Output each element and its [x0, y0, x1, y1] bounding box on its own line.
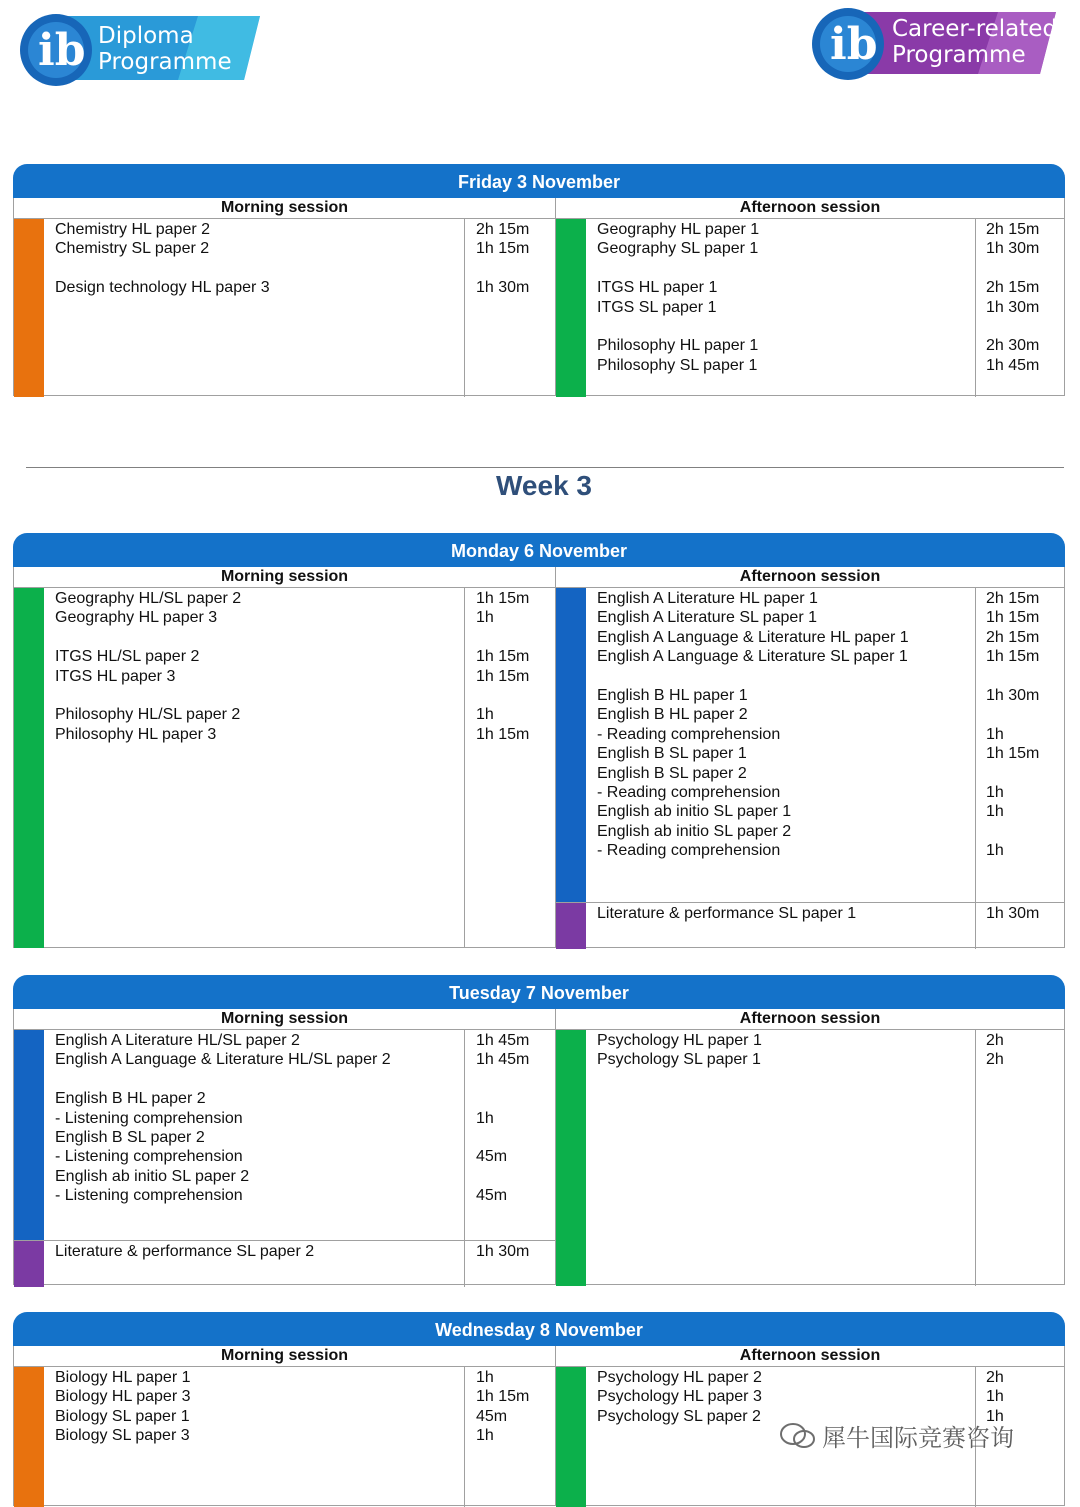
- exam-row: [14, 704, 555, 725]
- exam-row: [556, 258, 1064, 279]
- exam-row: [556, 588, 1064, 609]
- day-table-monday: [13, 533, 1065, 948]
- morning-session-column: [14, 1009, 555, 1284]
- exam-duration: 1h 15m: [476, 1388, 530, 1406]
- morning-session-column: [14, 1346, 555, 1505]
- morning-session-column: [14, 198, 555, 395]
- dp-logo-line1: Diploma: [98, 23, 194, 49]
- exam-row: [556, 685, 1064, 706]
- exam-duration: 1h: [476, 609, 494, 627]
- exam-paper: Geography HL paper 3: [55, 609, 218, 627]
- exam-paper: Philosophy HL/SL paper 2: [55, 706, 241, 724]
- exam-duration: 2h 15m: [986, 279, 1040, 297]
- exam-duration: 1h: [986, 1388, 1004, 1406]
- wechat-icon: [780, 1422, 816, 1456]
- subject-group: [14, 219, 555, 397]
- exam-duration: 1h: [476, 1109, 494, 1127]
- exam-row: [556, 219, 1064, 240]
- cp-logo-line1: Career-related: [892, 16, 1058, 42]
- exam-row: [556, 335, 1064, 356]
- exam-paper: English A Literature HL/SL paper 2: [55, 1032, 300, 1049]
- day-table-tuesday: [13, 975, 1065, 1285]
- afternoon-session-title: Afternoon session: [556, 1009, 1064, 1030]
- exam-paper: English B SL paper 2: [55, 1129, 205, 1146]
- exam-row: [556, 1367, 1064, 1388]
- day-title: Wednesday 8 November: [13, 1312, 1065, 1346]
- exam-duration: 2h 15m: [986, 590, 1040, 607]
- exam-paper: Psychology SL paper 1: [597, 1051, 761, 1069]
- exam-duration: 1h: [476, 706, 494, 724]
- exam-row: [14, 1108, 555, 1129]
- career-related-programme-logo: [808, 6, 1068, 84]
- afternoon-session-column: [555, 567, 1064, 947]
- exam-row: [556, 763, 1064, 784]
- exam-duration: 1h: [476, 1427, 494, 1445]
- exam-duration: 1h 30m: [476, 1243, 530, 1260]
- day-table-friday: [13, 164, 1065, 396]
- exam-paper: Literature & performance SL paper 1: [597, 905, 857, 922]
- exam-duration: 1h 15m: [476, 240, 530, 258]
- exam-row: [14, 1166, 555, 1187]
- week-divider: [26, 467, 1064, 468]
- exam-paper: Psychology HL paper 3: [597, 1388, 762, 1406]
- week-title: Week 3: [496, 470, 592, 501]
- exam-duration: 1h 30m: [986, 687, 1040, 704]
- exam-paper: Psychology SL paper 2: [597, 1407, 761, 1425]
- exam-duration: 2h 15m: [476, 221, 530, 238]
- exam-paper: English A Literature HL paper 1: [597, 590, 818, 607]
- afternoon-session-title: Afternoon session: [556, 198, 1064, 219]
- exam-duration: 1h 30m: [986, 905, 1040, 922]
- exam-duration: 2h: [986, 1032, 1004, 1049]
- exam-duration: 2h: [986, 1051, 1004, 1069]
- exam-row: [14, 588, 555, 609]
- exam-duration: 1h 15m: [476, 667, 530, 685]
- subject-group: [14, 588, 555, 948]
- exam-paper: English ab initio SL paper 2: [597, 822, 792, 840]
- exam-duration: 1h 30m: [476, 279, 530, 297]
- exam-paper: Chemistry HL paper 2: [55, 221, 211, 238]
- exam-paper: Biology SL paper 3: [55, 1427, 190, 1445]
- svg-text:ib: ib: [38, 25, 86, 76]
- exam-row: [14, 1146, 555, 1167]
- subject-group: [556, 588, 1064, 903]
- exam-row: [556, 1049, 1064, 1070]
- morning-session-column: [14, 567, 555, 947]
- exam-duration: 1h 45m: [476, 1032, 530, 1049]
- subject-group: [556, 1030, 1064, 1286]
- day-title: Tuesday 7 November: [13, 975, 1065, 1009]
- exam-duration: 1h 30m: [986, 240, 1040, 258]
- exam-paper: ITGS HL paper 1: [597, 279, 718, 297]
- exam-paper: English ab initio SL paper 2: [55, 1167, 250, 1185]
- exam-row: [556, 607, 1064, 628]
- exam-paper: Literature & performance SL paper 2: [55, 1243, 315, 1260]
- exam-paper: - Listening comprehension: [55, 1148, 243, 1166]
- exam-row: [556, 238, 1064, 259]
- exam-row: [556, 743, 1064, 764]
- exam-paper: English B HL paper 1: [597, 687, 748, 704]
- exam-paper: Biology HL paper 3: [55, 1388, 191, 1406]
- exam-duration: 1h: [476, 1369, 494, 1386]
- exam-row: [14, 277, 555, 298]
- exam-duration: 1h 15m: [476, 648, 530, 666]
- exam-duration: 1h: [986, 784, 1004, 801]
- exam-paper: Chemistry SL paper 2: [55, 240, 210, 258]
- exam-paper: English B HL paper 2: [55, 1090, 206, 1108]
- exam-duration: 1h: [986, 725, 1004, 743]
- exam-duration: 1h 15m: [476, 725, 530, 743]
- subject-group: [556, 903, 1064, 949]
- exam-row: [556, 355, 1064, 376]
- exam-row: [14, 238, 555, 259]
- watermark-text: 犀牛国际竞赛咨询: [822, 1424, 1014, 1452]
- exam-duration: 1h 45m: [476, 1051, 530, 1069]
- exam-paper: Psychology HL paper 2: [597, 1369, 762, 1386]
- subject-group: [14, 1030, 555, 1241]
- exam-duration: 1h 15m: [986, 745, 1040, 763]
- exam-duration: 1h 15m: [476, 590, 530, 607]
- subject-group: [14, 1241, 555, 1287]
- exam-duration: 1h 15m: [986, 648, 1040, 666]
- exam-paper: Philosophy HL paper 3: [55, 725, 217, 743]
- exam-paper: ITGS SL paper 1: [597, 298, 717, 316]
- diploma-programme-logo: [18, 10, 268, 88]
- exam-paper: English A Literature SL paper 1: [597, 609, 817, 627]
- afternoon-session-title: Afternoon session: [556, 567, 1064, 588]
- morning-session-title: Morning session: [14, 1346, 555, 1367]
- exam-paper: English A Language & Literature HL paper 1: [597, 628, 909, 646]
- exam-paper: English B HL paper 2: [597, 706, 748, 724]
- exam-duration: 1h: [986, 842, 1004, 860]
- day-table-wednesday: [13, 1312, 1065, 1506]
- exam-paper: - Listening comprehension: [55, 1109, 243, 1127]
- exam-row: [14, 1241, 555, 1262]
- exam-row: [556, 903, 1064, 924]
- afternoon-session-title: Afternoon session: [556, 1346, 1064, 1367]
- exam-paper: Philosophy HL paper 1: [597, 337, 759, 355]
- exam-row: [556, 646, 1064, 667]
- exam-row: [14, 219, 555, 240]
- exam-paper: Biology HL paper 1: [55, 1369, 191, 1386]
- morning-session-title: Morning session: [14, 198, 555, 219]
- exam-paper: English B SL paper 2: [597, 764, 747, 782]
- exam-row: [556, 666, 1064, 687]
- exam-duration: 2h: [986, 1369, 1004, 1386]
- subject-group: [556, 219, 1064, 397]
- watermark: [780, 1418, 1014, 1456]
- exam-row: [14, 646, 555, 667]
- exam-row: [556, 1030, 1064, 1051]
- exam-paper: Design technology HL paper 3: [55, 279, 270, 297]
- svg-text:ib: ib: [830, 19, 878, 70]
- exam-row: [14, 1030, 555, 1051]
- exam-row: [556, 821, 1064, 842]
- exam-paper: Philosophy SL paper 1: [597, 356, 758, 374]
- exam-duration: 1h 15m: [986, 609, 1040, 627]
- exam-row: [14, 1069, 555, 1090]
- exam-row: [14, 1425, 555, 1446]
- exam-row: [556, 801, 1064, 822]
- exam-row: [14, 258, 555, 279]
- exam-duration: 45m: [476, 1187, 508, 1205]
- exam-row: [556, 724, 1064, 745]
- exam-duration: 1h 30m: [986, 298, 1040, 316]
- exam-row: [14, 685, 555, 706]
- exam-row: [14, 1185, 555, 1206]
- exam-paper: ITGS HL/SL paper 2: [55, 648, 200, 666]
- exam-paper: Biology SL paper 1: [55, 1407, 190, 1425]
- exam-duration: 1h: [986, 1407, 1004, 1425]
- day-title: Friday 3 November: [13, 164, 1065, 198]
- cp-logo-line2: Programme: [892, 42, 1026, 68]
- exam-duration: 1h 45m: [986, 356, 1040, 374]
- exam-paper: English A Language & Literature SL paper 1: [597, 648, 908, 666]
- exam-paper: English A Language & Literature HL/SL paper 2: [55, 1051, 391, 1069]
- morning-session-title: Morning session: [14, 567, 555, 588]
- exam-row: [556, 782, 1064, 803]
- exam-row: [556, 1386, 1064, 1407]
- exam-row: [14, 1088, 555, 1109]
- exam-row: [14, 1406, 555, 1427]
- exam-paper: Geography HL/SL paper 2: [55, 590, 242, 607]
- exam-duration: 2h 15m: [986, 628, 1040, 646]
- exam-row: [556, 627, 1064, 648]
- exam-paper: - Reading comprehension: [597, 842, 781, 860]
- exam-duration: 45m: [476, 1148, 508, 1166]
- exam-row: [556, 277, 1064, 298]
- exam-row: [14, 1367, 555, 1388]
- morning-session-title: Morning session: [14, 1009, 555, 1030]
- exam-row: [14, 1386, 555, 1407]
- exam-row: [14, 1049, 555, 1070]
- exam-paper: ITGS HL paper 3: [55, 667, 176, 685]
- exam-row: [14, 1127, 555, 1148]
- exam-paper: English B SL paper 1: [597, 745, 747, 763]
- exam-paper: - Reading comprehension: [597, 725, 781, 743]
- exam-row: [556, 316, 1064, 337]
- exam-row: [14, 607, 555, 628]
- dp-logo-line2: Programme: [98, 49, 232, 75]
- afternoon-session-column: [555, 198, 1064, 395]
- exam-paper: Geography SL paper 1: [597, 240, 759, 258]
- exam-paper: Geography HL paper 1: [597, 221, 760, 238]
- exam-row: [14, 666, 555, 687]
- exam-paper: English ab initio SL paper 1: [597, 803, 792, 821]
- exam-paper: - Listening comprehension: [55, 1187, 243, 1205]
- exam-paper: - Reading comprehension: [597, 784, 781, 801]
- subject-group: [14, 1367, 555, 1507]
- exam-duration: 1h: [986, 803, 1004, 821]
- exam-row: [556, 704, 1064, 725]
- afternoon-session-column: [555, 1009, 1064, 1284]
- exam-row: [14, 627, 555, 648]
- exam-row: [556, 297, 1064, 318]
- exam-paper: Psychology HL paper 1: [597, 1032, 762, 1049]
- exam-duration: 2h 15m: [986, 221, 1040, 238]
- exam-duration: 45m: [476, 1407, 508, 1425]
- exam-duration: 2h 30m: [986, 337, 1040, 355]
- day-title: Monday 6 November: [13, 533, 1065, 567]
- exam-row: [14, 724, 555, 745]
- exam-row: [556, 840, 1064, 861]
